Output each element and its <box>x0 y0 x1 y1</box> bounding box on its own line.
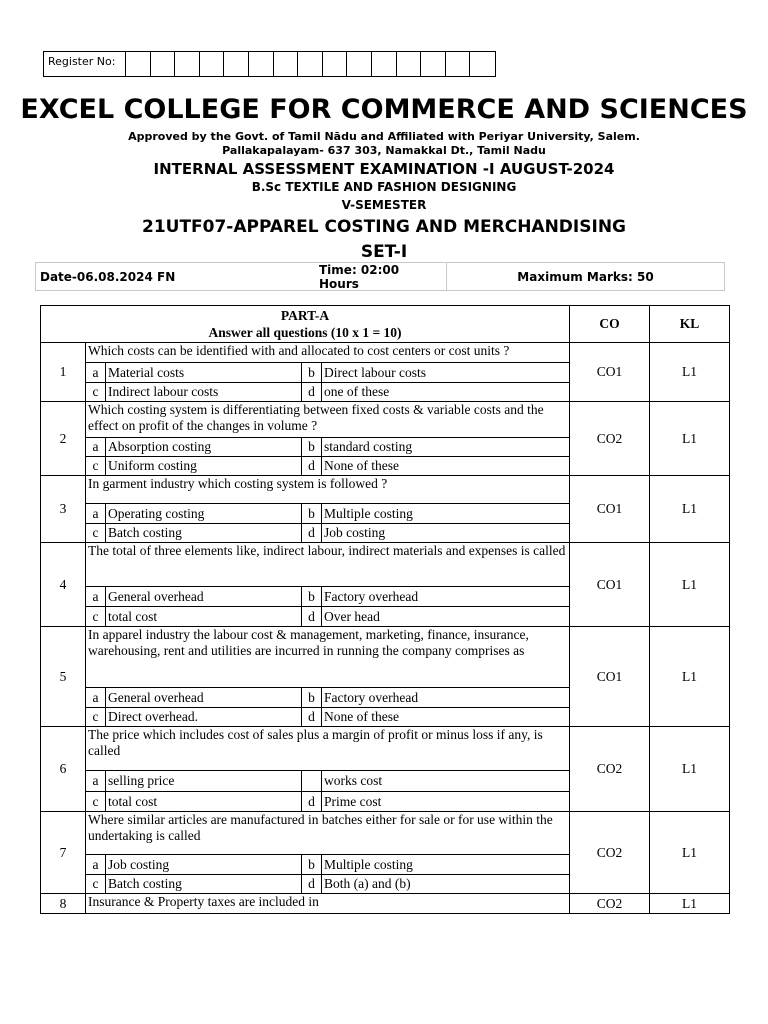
option-letter: a <box>86 504 106 524</box>
part-instruction: Answer all questions (10 x 1 = 10) <box>208 325 402 340</box>
course-outcome: CO1 <box>570 627 650 727</box>
program-name: B.Sc TEXTILE AND FASHION DESIGNING <box>251 180 517 194</box>
option-d-text: None of these <box>322 457 570 476</box>
question-text: Where similar articles are manufactured in batches either for sale or for use within the undertaking is called <box>86 812 570 855</box>
option-d-text: Over head <box>322 607 570 627</box>
option-letter: c <box>86 524 106 543</box>
option-b-text: Direct labour costs <box>322 363 570 383</box>
option-b-text: Factory overhead <box>322 688 570 708</box>
set-label: SET-I <box>360 242 408 262</box>
option-letter: d <box>302 708 322 727</box>
course-outcome: CO1 <box>570 476 650 543</box>
option-a-text: Job costing <box>106 855 302 875</box>
exam-info-bar <box>35 262 725 291</box>
option-c-text: Batch costing <box>106 524 302 543</box>
course-outcome: CO2 <box>570 727 650 812</box>
question-text: In garment industry which costing system is followed ? <box>86 476 570 504</box>
knowledge-level: L1 <box>650 402 730 476</box>
question-table <box>40 305 730 914</box>
option-letter: d <box>302 524 322 543</box>
option-letter: a <box>86 438 106 457</box>
part-header <box>41 306 570 343</box>
question-row <box>41 476 730 504</box>
option-d-text: Both (a) and (b) <box>322 875 570 894</box>
register-digit-box <box>323 52 348 76</box>
maximum-marks: Maximum Marks: 50 <box>517 269 654 284</box>
option-letter: d <box>302 792 322 812</box>
semester: V-SEMESTER <box>341 198 427 212</box>
question-text: Which costing system is differentiating between fixed costs & variable costs and the effect on profit of the changes in volume ? <box>86 402 570 438</box>
option-letter: a <box>86 855 106 875</box>
option-a-text: Material costs <box>106 363 302 383</box>
option-letter: b <box>302 438 322 457</box>
question-text: Insurance & Property taxes are included in <box>86 894 570 914</box>
option-b-text: standard costing <box>322 438 570 457</box>
option-c-text: Indirect labour costs <box>106 383 302 402</box>
option-letter: c <box>86 383 106 402</box>
subject-title: 21UTF07-APPAREL COSTING AND MERCHANDISING <box>141 217 626 237</box>
option-a-text: General overhead <box>106 587 302 607</box>
question-number: 3 <box>41 476 86 543</box>
knowledge-level: L1 <box>650 812 730 894</box>
register-digit-box <box>175 52 200 76</box>
option-b-text: works cost <box>322 771 570 792</box>
option-c-text: Direct overhead. <box>106 708 302 727</box>
option-letter: d <box>302 383 322 402</box>
option-letter: c <box>86 607 106 627</box>
option-letter: b <box>302 688 322 708</box>
option-d-text: one of these <box>322 383 570 402</box>
question-text: Which costs can be identified with and allocated to cost centers or cost units ? <box>86 343 570 363</box>
question-number: 8 <box>41 894 86 914</box>
register-digit-box <box>347 52 372 76</box>
register-digit-box <box>397 52 422 76</box>
option-letter: d <box>302 875 322 894</box>
knowledge-level: L1 <box>650 727 730 812</box>
question-number: 5 <box>41 627 86 727</box>
question-text: The total of three elements like, indirect labour, indirect materials and expenses is called <box>86 543 570 587</box>
option-a-text: Absorption costing <box>106 438 302 457</box>
option-c-text: Batch costing <box>106 875 302 894</box>
register-digit-box <box>200 52 225 76</box>
option-b-text: Factory overhead <box>322 587 570 607</box>
option-letter: d <box>302 457 322 476</box>
register-digit-box <box>126 52 151 76</box>
knowledge-level: L1 <box>650 543 730 627</box>
register-digit-box <box>224 52 249 76</box>
co-header: CO <box>570 306 650 343</box>
option-b-text: Multiple costing <box>322 504 570 524</box>
question-row <box>41 402 730 438</box>
option-letter: b <box>302 504 322 524</box>
approval-line: Approved by the Govt. of Tamil Nādu and Affiliated with Periyar University, Salem. <box>128 130 640 143</box>
register-digit-box <box>446 52 471 76</box>
knowledge-level: L1 <box>650 894 730 914</box>
knowledge-level: L1 <box>650 343 730 402</box>
college-name: EXCEL COLLEGE FOR COMMERCE AND SCIENCES <box>20 94 748 125</box>
question-row <box>41 894 730 914</box>
option-c-text: total cost <box>106 607 302 627</box>
option-d-text: Prime cost <box>322 792 570 812</box>
part-title: PART-A <box>280 308 330 323</box>
option-c-text: Uniform costing <box>106 457 302 476</box>
kl-header: KL <box>650 306 730 343</box>
option-letter: a <box>86 363 106 383</box>
option-letter: c <box>86 457 106 476</box>
question-row <box>41 812 730 855</box>
question-row <box>41 543 730 587</box>
option-a-text: Operating costing <box>106 504 302 524</box>
question-number: 7 <box>41 812 86 894</box>
question-number: 1 <box>41 343 86 402</box>
option-letter: b <box>302 587 322 607</box>
option-letter: b <box>302 855 322 875</box>
question-number: 4 <box>41 543 86 627</box>
option-d-text: Job costing <box>322 524 570 543</box>
course-outcome: CO1 <box>570 543 650 627</box>
question-row <box>41 727 730 771</box>
option-b-text: Multiple costing <box>322 855 570 875</box>
course-outcome: CO1 <box>570 343 650 402</box>
option-a-text: General overhead <box>106 688 302 708</box>
question-number: 2 <box>41 402 86 476</box>
register-digit-box <box>421 52 446 76</box>
option-letter: c <box>86 792 106 812</box>
part-header-row <box>41 306 730 343</box>
question-text: In apparel industry the labour cost & management, marketing, finance, insurance, warehousing, rent and utilities are incurred in running the company comprises as <box>86 627 570 688</box>
register-number-box <box>43 51 496 77</box>
question-row <box>41 343 730 363</box>
option-a-text: selling price <box>106 771 302 792</box>
knowledge-level: L1 <box>650 627 730 727</box>
register-number-label: Register No: <box>44 52 126 76</box>
option-letter: d <box>302 607 322 627</box>
register-digit-box <box>249 52 274 76</box>
exam-duration: Time: 02:00 Hours <box>319 263 447 290</box>
register-digit-box <box>274 52 299 76</box>
option-letter <box>302 771 322 792</box>
course-outcome: CO2 <box>570 402 650 476</box>
option-letter: a <box>86 688 106 708</box>
question-row <box>41 627 730 688</box>
knowledge-level: L1 <box>650 476 730 543</box>
option-d-text: None of these <box>322 708 570 727</box>
option-letter: a <box>86 587 106 607</box>
option-letter: c <box>86 875 106 894</box>
course-outcome: CO2 <box>570 894 650 914</box>
address-line: Pallakapalayam- 637 303, Namakkal Dt., Tamil Nadu <box>222 144 546 157</box>
register-digit-box <box>298 52 323 76</box>
register-digit-box <box>372 52 397 76</box>
question-number: 6 <box>41 727 86 812</box>
course-outcome: CO2 <box>570 812 650 894</box>
register-digit-box <box>470 52 495 76</box>
exam-title: INTERNAL ASSESSMENT EXAMINATION -I AUGUST-2024 <box>153 160 615 178</box>
register-digit-box <box>151 52 176 76</box>
exam-date: Date-06.08.2024 FN <box>40 269 176 284</box>
option-letter: c <box>86 708 106 727</box>
option-letter: b <box>302 363 322 383</box>
option-letter: a <box>86 771 106 792</box>
option-c-text: total cost <box>106 792 302 812</box>
question-text: The price which includes cost of sales plus a margin of profit or minus loss if any, is called <box>86 727 570 771</box>
